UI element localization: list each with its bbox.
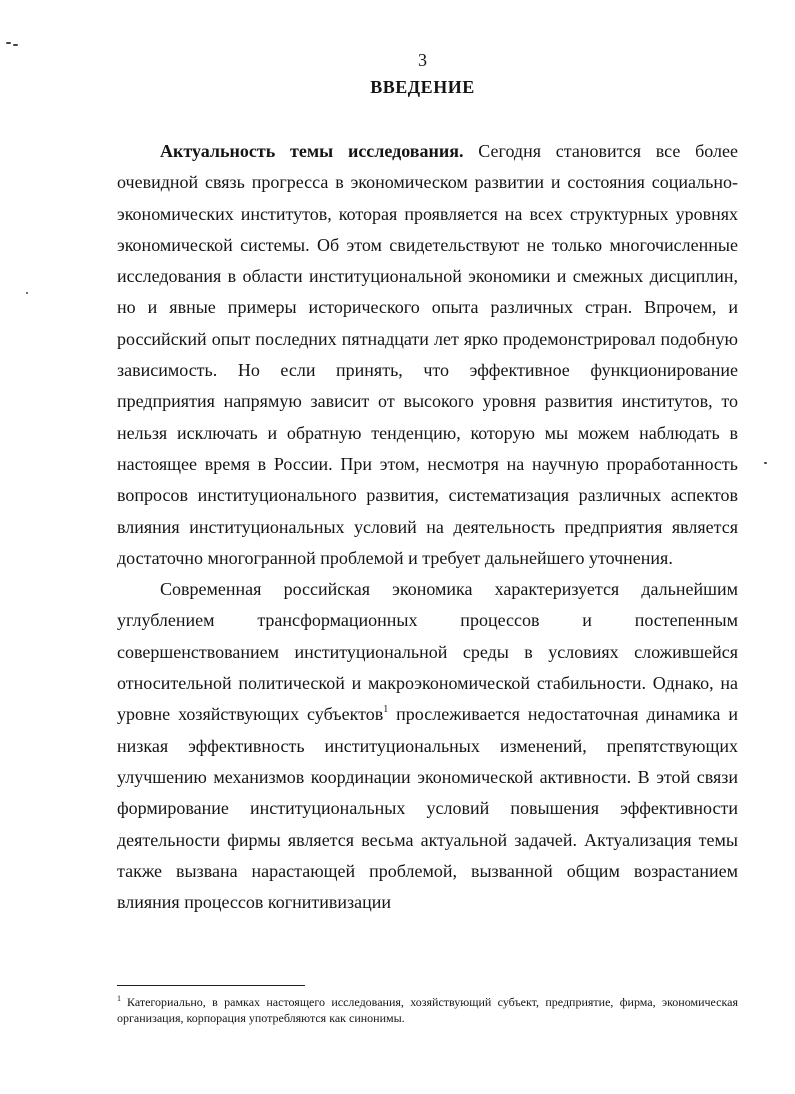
footnote bbox=[117, 994, 738, 1026]
footnote-divider bbox=[117, 985, 305, 986]
paragraph-text: Сегодня становится все более очевидной связь прогресса в экономическом развитии и состояния социально-экономических институтов, которая проявляется на всех структурных уровнях экономической системы. Об этом свидетельствуют не только многочисленные исследования в области институциональной экономики и смежных дисциплин, но и явные примеры исторического опыта различных стран. Впрочем, и российский опыт последних пятнадцати лет ярко продемонстрировал подобную зависимость. Но если принять, что эффективное функционирование предприятия напрямую зависит от высокого уровня развития институтов, то нельзя исключать и обратную тенденцию, которую мы можем наблюдать в настоящее время в России. При этом, несмотря на научную проработанность вопросов институционального развития, систематизация различных аспектов влияния институциональных условий на деятельность предприятия является достаточно многогранной проблемой и требует дальнейшего уточнения. bbox=[117, 141, 739, 568]
body-text bbox=[117, 136, 738, 918]
scan-speck bbox=[6, 42, 11, 44]
scan-speck bbox=[13, 44, 18, 46]
footnote-reference: 1 bbox=[383, 704, 389, 716]
footnote-text: Категориально, в рамках настоящего исследования, хозяйствующий субъект, предприятие, фирма, экономическая организация, корпорация употребляются как синонимы. bbox=[117, 995, 738, 1025]
scan-speck bbox=[26, 292, 28, 294]
paragraph-text: Современная российская экономика характеризуется дальнейшим углублением трансформационных процессов и постепенным совершенствованием институциональной среды в условиях сложившейся относительной политической и макроэкономической стабильности. Однако, на уровне хозяйствующих субъектов bbox=[117, 579, 738, 725]
paragraph-text: прослеживается недостаточная динамика и низкая эффективность институциональных изменений, препятствующих улучшению механизмов координации экономической активности. В этой связи формирование институциональных условий повышения эффективности деятельности фирмы является весьма актуальной задачей. Актуализация темы также вызвана нарастающей проблемой, вызванной общим возрастанием влияния процессов когнитивизации bbox=[117, 704, 738, 913]
scan-speck bbox=[764, 462, 767, 464]
paragraph-economy bbox=[117, 574, 738, 918]
page-title: ВВЕДЕНИЕ bbox=[370, 77, 475, 97]
paragraph-lead: Актуальность темы исследования. bbox=[160, 141, 464, 161]
paragraph-relevance bbox=[117, 136, 738, 574]
page-number: 3 bbox=[418, 50, 427, 70]
footnote-marker: 1 bbox=[117, 994, 121, 1003]
